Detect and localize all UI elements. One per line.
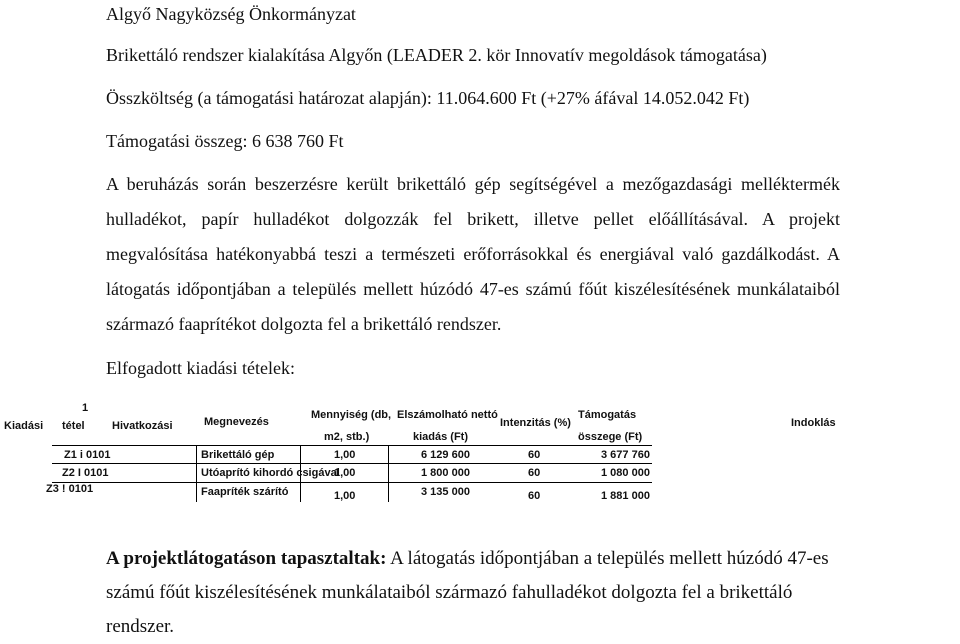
column-mennyiseg-line2: m2, stb.) xyxy=(324,431,370,443)
row-divider xyxy=(52,482,652,483)
table-row-1-name: Brikettáló gép xyxy=(201,449,275,461)
row-divider xyxy=(52,445,652,446)
column-mennyiseg-line1: Mennyiség (db, xyxy=(311,409,392,421)
table-row-1-cost: 6 129 600 xyxy=(421,449,470,461)
table-row-2-name: Utóaprító kihordó csigával xyxy=(201,467,340,479)
column-indoklas: Indoklás xyxy=(791,417,836,429)
table-row-2-support: 1 080 000 xyxy=(601,467,650,479)
column-divider xyxy=(196,445,197,502)
column-kiadasi: Kiadási xyxy=(4,420,44,432)
table-row-2-ref: Z2 I 0101 xyxy=(62,467,109,479)
visit-experience xyxy=(106,542,858,644)
organization-name: Algyő Nagyközség Önkormányzat xyxy=(106,4,356,24)
total-cost: Összköltség (a támogatási határozat alapján): 11.064.600 Ft (+27% áfával 14.052.042 Ft) xyxy=(106,88,750,108)
table-row-3-qty: 1,00 xyxy=(334,490,356,502)
accepted-items-title: Elfogadott kiadási tételek: xyxy=(106,358,295,378)
expense-table xyxy=(0,398,960,504)
table-row-1-ref: Z1 i 0101 xyxy=(64,449,111,461)
table-row-3-support: 1 881 000 xyxy=(601,490,650,502)
column-tamogatas-line1: Támogatás xyxy=(578,409,637,421)
table-row-1-qty: 1,00 xyxy=(334,449,356,461)
table-row-2-cost: 1 800 000 xyxy=(421,467,470,479)
table-row-1-intensity: 60 xyxy=(528,449,541,461)
visit-experience-label: A projektlátogatáson tapasztaltak: xyxy=(106,548,387,569)
column-tamogatas-line2: összege (Ft) xyxy=(578,431,643,443)
column-elszamolhato-line2: kiadás (Ft) xyxy=(413,431,469,443)
visit-experience-text: A látogatás időpontjában a település mellett húzódó 47-es számú főút kiszélesítésének munkálataiból származó fahulladékot dolgozta fel a brikettáló rendszer. xyxy=(106,548,829,637)
table-row-3-name: Faapríték szárító xyxy=(201,486,289,498)
column-number: 1 xyxy=(82,402,89,414)
table-row-2-qty: 1,00 xyxy=(334,467,356,479)
table-row-3-intensity: 60 xyxy=(528,490,541,502)
column-hivatkozasi: Hivatkozási xyxy=(112,420,173,432)
table-row-3-ref: Z3 ! 0101 xyxy=(46,483,94,495)
support-amount: Támogatási összeg: 6 638 760 Ft xyxy=(106,131,344,151)
column-elszamolhato-line1: Elszámolható nettó xyxy=(397,409,498,421)
table-row-2-intensity: 60 xyxy=(528,467,541,479)
table-row-3-cost: 3 135 000 xyxy=(421,486,470,498)
column-megnevezes: Megnevezés xyxy=(204,416,269,428)
row-divider xyxy=(52,463,652,464)
column-divider xyxy=(388,445,389,502)
table-row-1-support: 3 677 760 xyxy=(601,449,650,461)
project-title: Brikettáló rendszer kialakítása Algyőn (LEADER 2. kör Innovatív megoldások támogatása) xyxy=(106,45,767,65)
column-tetel: tétel xyxy=(62,420,85,432)
column-intenzitas: Intenzitás (%) xyxy=(500,417,571,429)
project-description: A beruházás során beszerzésre került brikettáló gép segítségével a mezőgazdasági melléktermék hulladékot, papír hulladékot dolgozzák fel brikett, illetve pellet előállításával. A projekt megvalósítása hatékonyabbá teszi a természeti erőforrásokkal és energiával való gazdálkodást. A látogatás időpontjában a település mellett húzódó 47-es számú főút kiszélesítésének munkálataiból származó faaprítékot dolgozta fel a brikettáló rendszer. xyxy=(106,174,840,334)
